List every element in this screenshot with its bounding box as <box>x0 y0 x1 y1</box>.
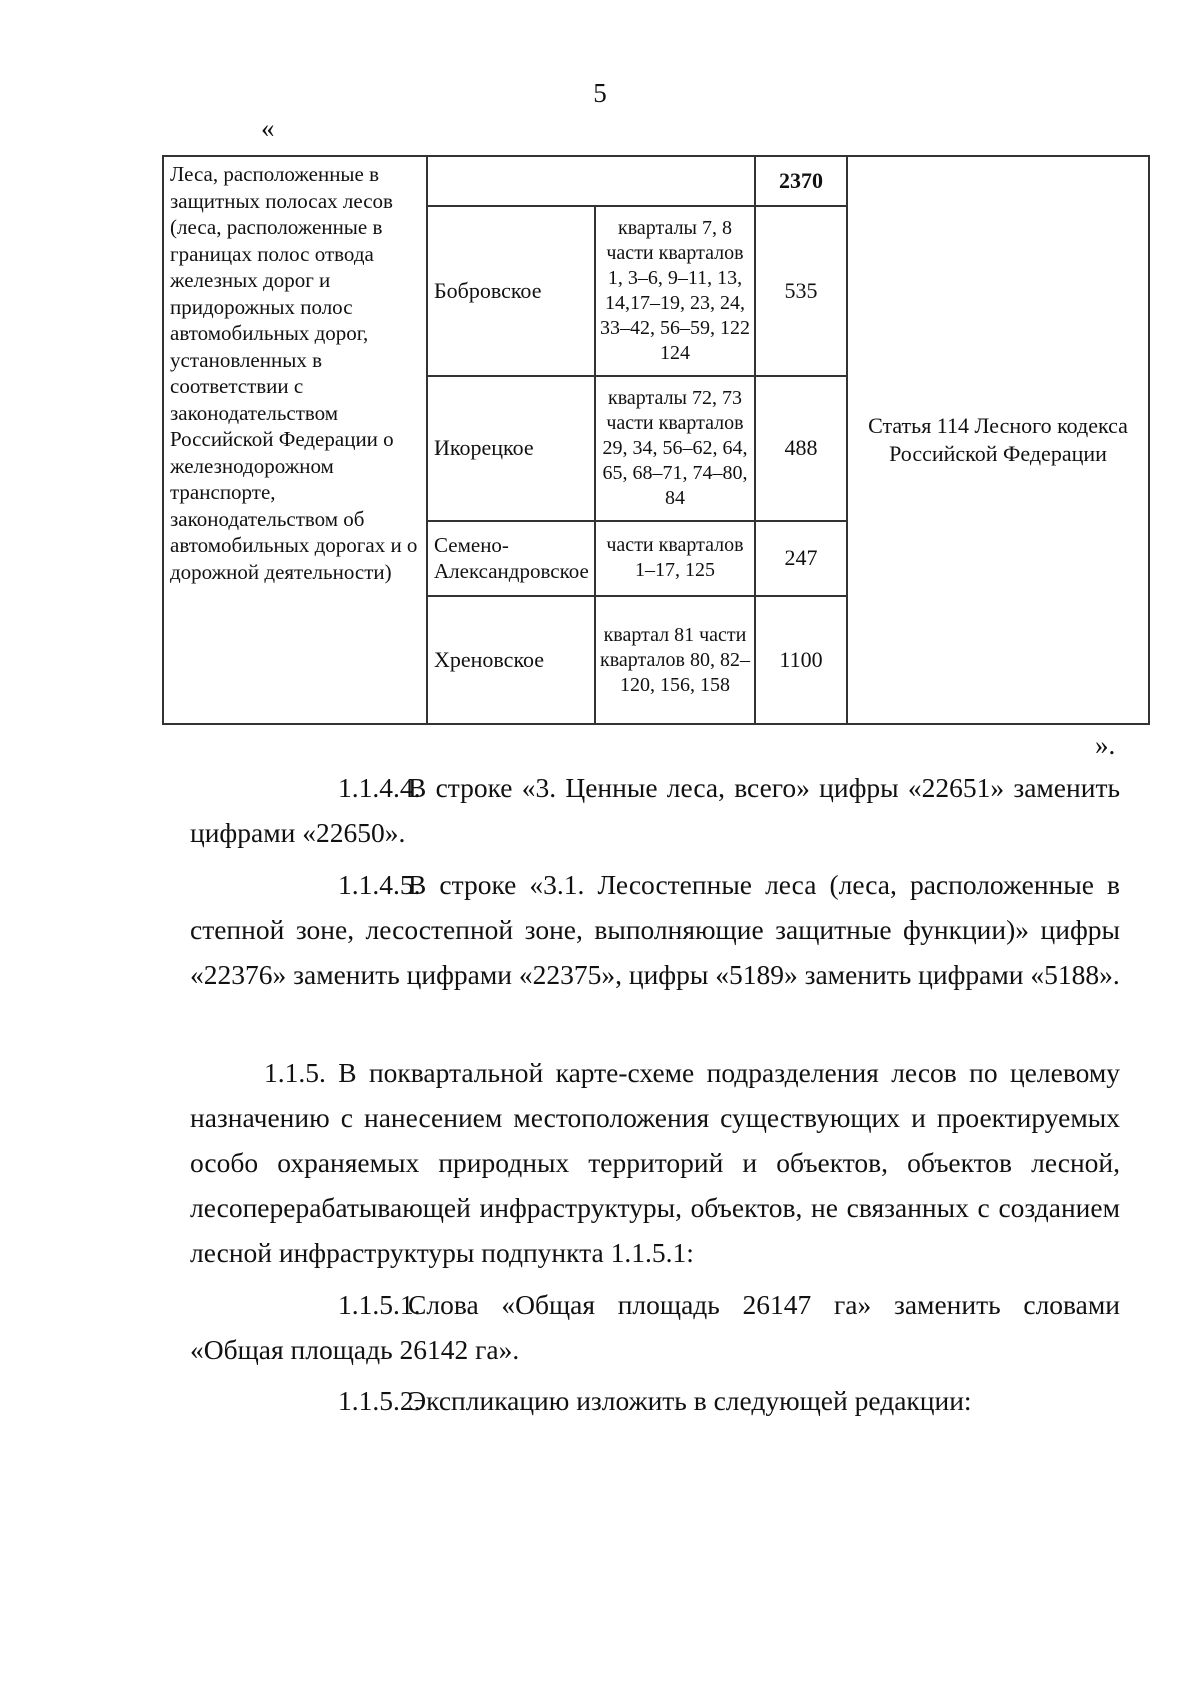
quarters-cell: квартал 81 части кварталов 80, 82–120, 156, 158 <box>595 596 755 724</box>
forestry-name: Семено-Александровское <box>427 521 595 596</box>
forest-table <box>162 155 1150 725</box>
paragraph-1-1-4-5 <box>190 862 1120 997</box>
quarters-cell: кварталы 72, 73 части кварталов 29, 34, 56–62, 64, 65, 68–71, 74–80, 84 <box>595 376 755 521</box>
paragraph-number: 1.1.4.4. <box>338 772 421 803</box>
paragraph-text: В строке «3. Ценные леса, всего» цифры «22651» заменить <box>408 772 1120 803</box>
forestry-name: Хреновское <box>427 596 595 724</box>
paragraph-text: В строке «3.1. Лесостепные леса (леса, расположенные в <box>408 869 1120 900</box>
paragraph-1-1-5-1 <box>190 1282 1120 1372</box>
paragraph-line <box>190 862 1120 907</box>
quarters-cell: кварталы 7, 8 части кварталов 1, 3–6, 9–11, 13, 14,17–19, 23, 24, 33–42, 56–59, 122 124 <box>595 206 755 376</box>
area-cell: 1100 <box>755 596 847 724</box>
forest-category-cell: Леса, расположенные в защитных полосах лесов (леса, расположенные в границах полос отвода железных дорог и придорожных полос автомобильных дорог, установленных в соответствии с законодательством Российской Федерации о железнодорожном транспорте, законодательством об автомобильных дорогах и о дорожной деятельности) <box>163 156 427 724</box>
closing-quote: ». <box>1095 730 1116 760</box>
opening-quote: « <box>261 113 275 143</box>
paragraph-number: 1.1.5.1. <box>338 1289 421 1320</box>
total-area-cell: 2370 <box>755 156 847 206</box>
paragraph-line <box>190 1378 1120 1423</box>
paragraph-line <box>190 765 1120 810</box>
area-cell: 488 <box>755 376 847 521</box>
paragraph-text: Экспликацию изложить в следующей редакции: <box>408 1385 972 1416</box>
quarters-cell: части кварталов 1–17, 125 <box>595 521 755 596</box>
paragraph-text: Слова «Общая площадь 26147 га» заменить словами <box>408 1289 1120 1320</box>
paragraph-line <box>190 1282 1120 1327</box>
paragraph-text: «Общая площадь 26142 га». <box>190 1334 520 1365</box>
paragraph-number: 1.1.4.5. <box>338 869 421 900</box>
paragraph-text: цифрами «22650». <box>190 817 406 848</box>
page-number: 5 <box>593 78 607 108</box>
paragraph-number: 1.1.5.2. <box>338 1385 421 1416</box>
forestry-name: Бобровское <box>427 206 595 376</box>
area-cell: 535 <box>755 206 847 376</box>
paragraph-text: степной зоне, лесостепной зоне, выполняющие защитные функции)» цифры «22376» заменить цифрами «22375», цифры «5189» заменить цифрами «5188». <box>190 914 1120 990</box>
empty-cell <box>427 156 755 206</box>
legal-basis-cell: Статья 114 Лесного кодекса Российской Федерации <box>847 156 1149 724</box>
area-cell: 247 <box>755 521 847 596</box>
forestry-name: Икорецкое <box>427 376 595 521</box>
paragraph-1-1-5-2 <box>190 1378 1120 1423</box>
paragraph-1-1-4-4 <box>190 765 1120 855</box>
paragraph-1-1-5: 1.1.5. В поквартальной карте-схеме подразделения лесов по целевому назначению с нанесением местоположения существующих и проектируемых особо охраняемых природных территорий и объектов, объектов лесной, лесоперерабатывающей инфраструктуры, объектов, не связанных с созданием лесной инфраструктуры подпункта 1.1.5.1: <box>190 1057 1120 1268</box>
table-row <box>163 156 1149 206</box>
